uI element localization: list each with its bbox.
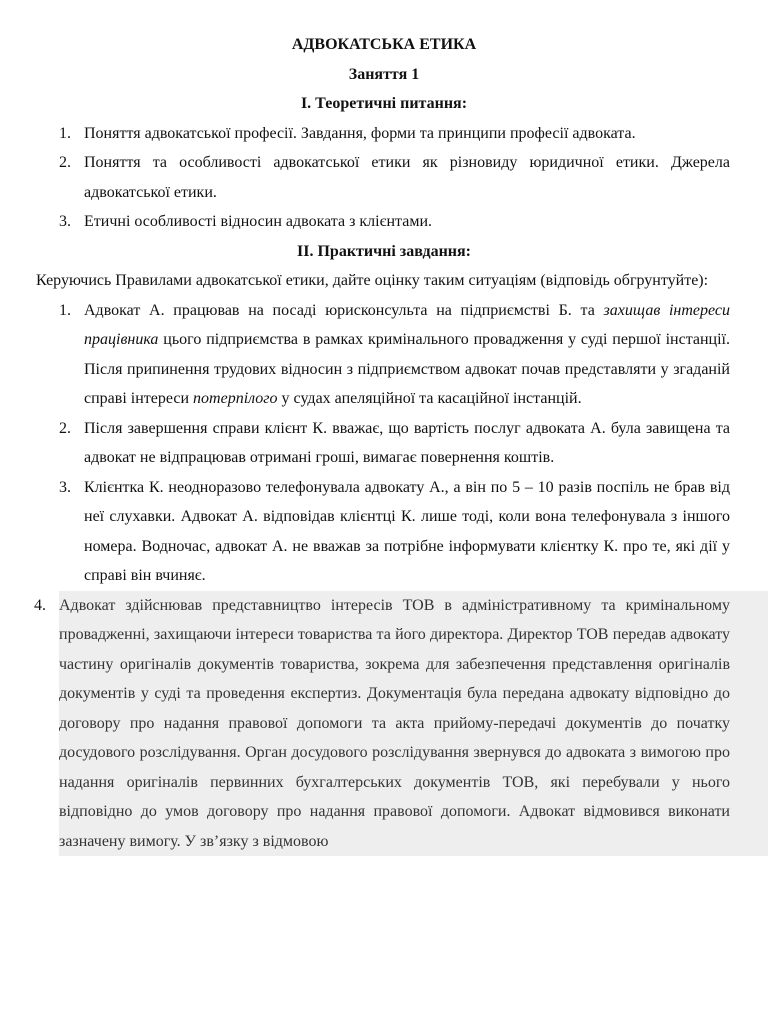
list-number: 3. — [59, 213, 71, 230]
theory-item-text: Поняття та особливості адвокатської етики як різновиду юридичної етики. Джерела адвокатської етики. — [84, 154, 730, 201]
task-item-body — [34, 591, 730, 857]
theory-list — [0, 119, 768, 237]
document-title: АДВОКАТСЬКА ЕТИКА — [291, 36, 477, 53]
practice-intro: Керуючись Правилами адвокатської етики, дайте оцінку таким ситуаціям (відповідь обгрунтуйте): — [36, 272, 709, 289]
theory-item — [0, 119, 768, 149]
task-text: у судах апеляційної та касаційної інстанцій. — [277, 390, 582, 407]
task-text: Після завершення справи клієнт К. вважає, що вартість послуг адвоката А. була завищена та адвокат не відпрацював отримані гроші, вимагає повернення коштів. — [84, 419, 730, 466]
list-number: 3. — [59, 478, 71, 496]
list-number: 1. — [59, 301, 71, 319]
list-number: 2. — [59, 154, 71, 171]
list-number: 2. — [59, 419, 71, 437]
task-text: цього підприємства в рамках кримінального провадження у суді першої інстанції. Після припинення трудових відносин з підприємством адвокат почав представляти у згаданій справі інтереси — [84, 331, 730, 407]
task-emphasis: захищав інтереси працівника — [84, 301, 731, 348]
theory-item-text: Поняття адвокатської професії. Завдання, форми та принципи професії адвоката. — [84, 124, 636, 142]
theory-item — [0, 148, 768, 207]
task-item — [0, 414, 768, 473]
task-emphasis: потерпілого — [193, 390, 278, 407]
list-number: 4. — [34, 596, 46, 614]
task-item-highlighted — [34, 591, 768, 857]
list-number: 1. — [59, 124, 71, 142]
theory-item — [0, 207, 768, 237]
task-text: Адвокат А. працював на посаді юрисконсульта на підприємстві Б. та — [84, 301, 604, 319]
task-item — [0, 473, 768, 591]
section-practice-heading: ІІ. Практичні завдання: — [297, 242, 471, 260]
theory-item-text: Етичні особливості відносин адвоката з клієнтами. — [84, 213, 433, 230]
task-text: Клієнтка К. неодноразово телефонувала адвокату А., а він по 5 – 10 разів поспіль не брав від неї слухавки. Адвокат А. відповідав клієнтці К. лише тоді, коли вона телефонувала з іншого номера. Водночас, адвокат А. не вважав за потрібне інформувати клієнтку К. про те, які дії у справі він вчиняє. — [84, 478, 730, 584]
task-item — [0, 296, 768, 414]
lesson-heading: Заняття 1 — [348, 65, 420, 83]
task-text: Адвокат здійснював представництво інтересів ТОВ в адміністративному та кримінальному провадженні, захищаючи інтереси товариства та його директора. Директор ТОВ передав адвокату частину оригіналів документів товариства, зокрема для забезпечення представлення оригіналів документів у суді та проведення експертиз. Документація була передана адвокату відповідно до договору про надання правової допомоги та акта прийому-передачі документів до початку досудового розслідування. Орган досудового розслідування звернувся до адвоката з вимогою про надання оригіналів первинних бухгалтерських документів ТОВ, які перебували у нього відповідно до умов договору про надання правової допомоги. Адвокат відмовився виконати зазначену вимогу. У зв’язку з відмовою — [59, 596, 730, 850]
tasks-list — [0, 296, 768, 857]
section-theory-heading: І. Теоретичні питання: — [300, 95, 468, 112]
